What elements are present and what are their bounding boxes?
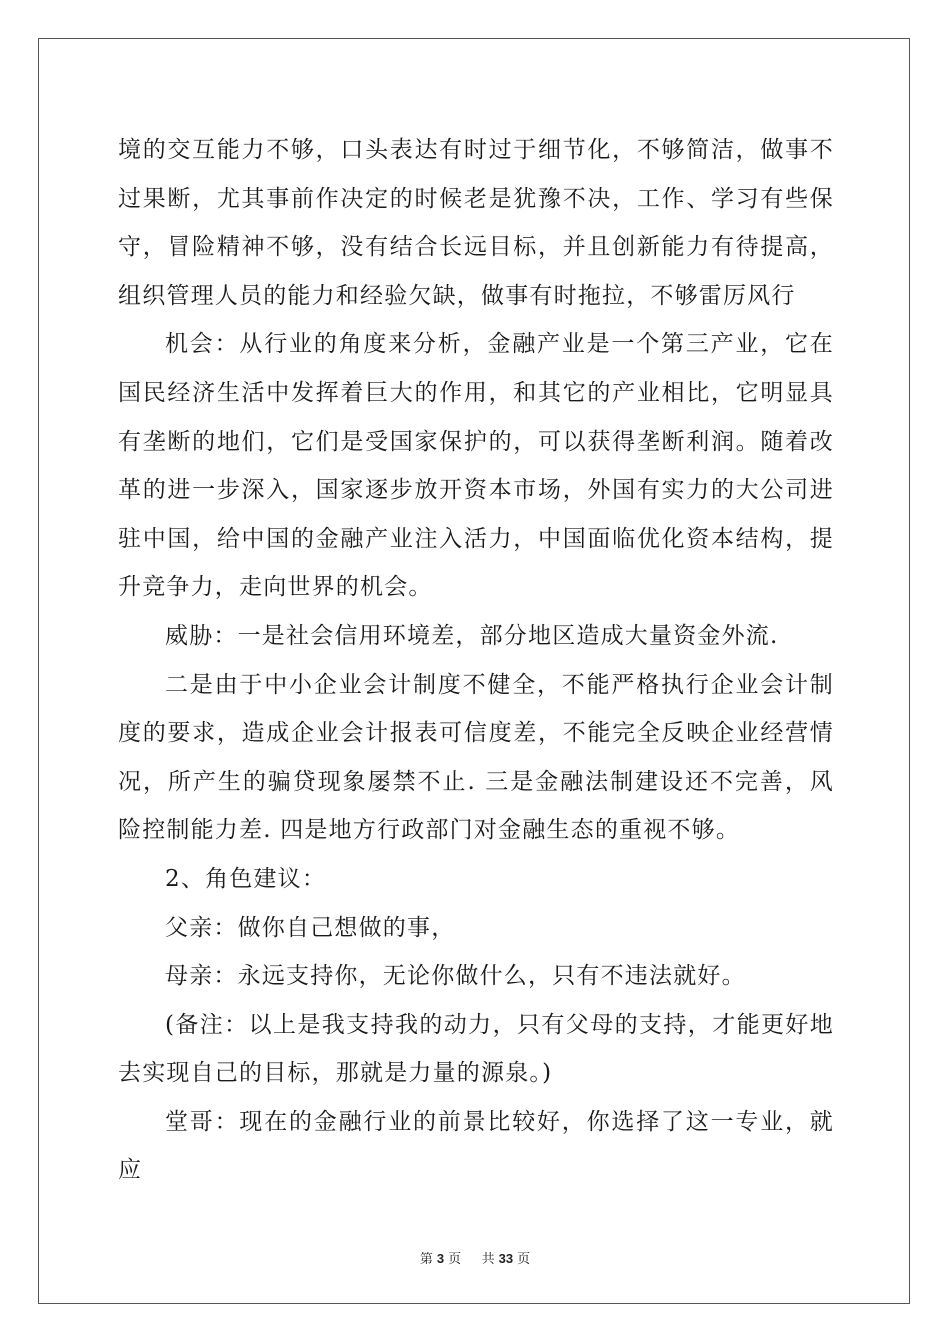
- paragraph-threat-details: 二是由于中小企业会计制度不健全，不能严格执行企业会计制度的要求，造成企业会计报表可信度差，不能完全反映企业经营情况，所产生的骗贷现象屡禁不止. 三是金融法制建设还不完善，风险控制能力差. 四是地方行政部门对金融生态的重视不够。: [118, 671, 834, 844]
- paragraph-opportunity: 机会：从行业的角度来分析，金融产业是一个第三产业，它在国民经济生活中发挥着巨大的作用，和其它的产业相比，它明显具有垄断的地们，它们是受国家保护的，可以获得垄断利润。随着改革的进一步深入，国家逐步放开资本市场，外国有实力的大公司进驻中国，给中国的金融产业注入活力，中国面临优化资本结构，提升竞争力，走向世界的机会。: [118, 331, 834, 601]
- paragraph-note: (备注：以上是我支持我的动力，只有父母的支持，才能更好地去实现自己的目标，那就是力量的源泉。): [118, 1011, 834, 1087]
- paragraph-weakness-continued: 境的交互能力不够，口头表达有时过于细节化，不够简洁，做事不过果断，尤其事前作决定的时候老是犹豫不决，工作、学习有些保守，冒险精神不够，没有结合长远目标，并且创新能力有待提高，组织管理人员的能力和经验欠缺，做事有时拖拉，不够雷厉风行: [118, 137, 834, 309]
- paragraph-father-advice: 父亲：做你自己想做的事，: [165, 914, 456, 941]
- paragraph-mother-advice: 母亲：永远支持你，无论你做什么，只有不违法就好。: [165, 963, 746, 990]
- footer-total-unit: 页: [517, 1252, 531, 1267]
- section-heading-role-advice: 2、角色建议：: [165, 865, 327, 892]
- paragraph-threat: 威胁：一是社会信用环境差，部分地区造成大量资金外流.: [165, 622, 779, 649]
- paragraph-cousin-advice: 堂哥：现在的金融行业的前景比较好，你选择了这一专业，就应: [118, 1108, 834, 1184]
- footer-prefix: 第: [419, 1252, 433, 1267]
- total-pages-number: 33: [498, 1251, 514, 1266]
- current-page-number: 3: [436, 1251, 445, 1266]
- document-body: [118, 126, 834, 1195]
- footer-total-prefix: 共: [481, 1252, 495, 1267]
- footer-page-unit: 页: [448, 1252, 462, 1267]
- page-footer: [0, 1248, 950, 1267]
